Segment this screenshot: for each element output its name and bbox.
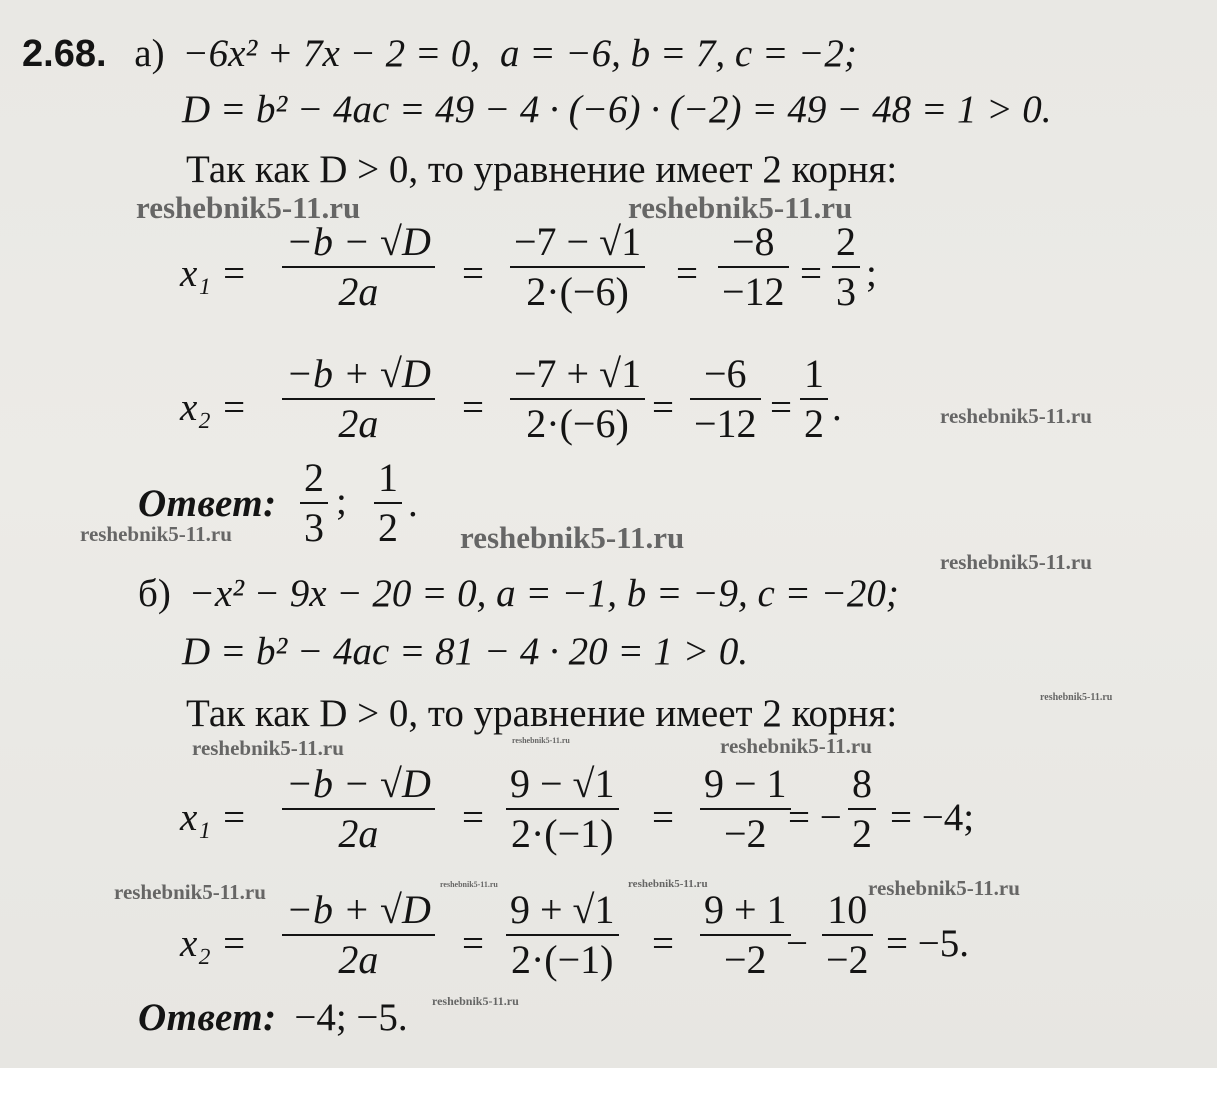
- part-b-x2-result: = −5.: [886, 922, 969, 965]
- equals-sign: =: [462, 796, 484, 839]
- part-b-x2-formula: −b + √D 2a: [282, 890, 435, 980]
- part-b-x1-result: = −4;: [890, 796, 975, 839]
- part-a-equation: −6x² + 7x − 2 = 0,: [182, 32, 481, 75]
- watermark: reshebnik5-11.ru: [80, 522, 232, 546]
- part-b-x1-fraction: 8 2: [848, 764, 876, 854]
- problem-line-a: [22, 32, 857, 76]
- watermark: reshebnik5-11.ru: [440, 880, 498, 889]
- part-a-x2-label: x₂ =: [180, 386, 247, 429]
- watermark: reshebnik5-11.ru: [136, 190, 361, 225]
- watermark: reshebnik5-11.ru: [940, 404, 1092, 428]
- part-b-x1-simplified: 9 − 1 −2: [700, 764, 791, 854]
- part-b-x2-simplified: 9 + 1 −2: [700, 890, 791, 980]
- part-a-x2-result: 1 2: [800, 354, 828, 444]
- part-a-coefficients: a = −6, b = 7, c = −2;: [499, 32, 857, 75]
- part-b-answer-label: Ответ:: [138, 996, 277, 1039]
- part-a-x1-simplified: −8 −12: [718, 222, 789, 312]
- part-a-label: а): [134, 32, 165, 75]
- equals-sign: =: [652, 386, 674, 429]
- watermark: reshebnik5-11.ru: [940, 550, 1092, 574]
- problem-line-b: [138, 572, 899, 616]
- part-b-since-text: Так как D > 0, то уравнение имеет 2 корня:: [186, 692, 898, 735]
- part-a-x1-result: 2 3: [832, 222, 860, 312]
- equals-sign: =: [462, 386, 484, 429]
- equals-sign: =: [800, 252, 822, 295]
- part-a-x1-formula: −b − √D 2a: [282, 222, 435, 312]
- part-a-x1-label: x₁ =: [180, 252, 247, 295]
- equals-sign: = −: [788, 796, 842, 839]
- equals-sign: =: [652, 796, 674, 839]
- part-b-x1-substitution: 9 − √1 2·(−1): [506, 764, 619, 854]
- watermark: reshebnik5-11.ru: [432, 994, 519, 1008]
- watermark: reshebnik5-11.ru: [720, 734, 872, 758]
- watermark: reshebnik5-11.ru: [192, 736, 344, 760]
- watermark: reshebnik5-11.ru: [628, 878, 708, 890]
- part-a-x1-substitution: −7 − √1 2·(−6): [510, 222, 645, 312]
- watermark: reshebnik5-11.ru: [460, 520, 685, 555]
- watermark: reshebnik5-11.ru: [114, 880, 266, 904]
- part-b-label: б): [138, 572, 171, 615]
- problem-number: 2.68.: [22, 33, 107, 75]
- part-b-answer-value: −4; −5.: [294, 996, 408, 1039]
- part-b-answer: [138, 996, 408, 1040]
- part-b-x1-label: x₁ =: [180, 796, 247, 839]
- watermark: reshebnik5-11.ru: [1040, 692, 1113, 703]
- part-a-x2-substitution: −7 + √1 2·(−6): [510, 354, 645, 444]
- part-a-x2-formula: −b + √D 2a: [282, 354, 435, 444]
- part-a-answer-root1: 2 3: [300, 458, 328, 548]
- part-a-answer-root2: 1 2: [374, 458, 402, 548]
- part-b-x2-label: x₂ =: [180, 922, 247, 965]
- part-b-equation: −x² − 9x − 20 = 0, a = −1, b = −9, c = −20;: [188, 572, 899, 615]
- watermark: reshebnik5-11.ru: [628, 190, 853, 225]
- punctuation: .: [832, 386, 842, 429]
- part-b-discriminant: D = b² − 4ac = 81 − 4 · 20 = 1 > 0.: [182, 630, 749, 673]
- watermark: reshebnik5-11.ru: [868, 876, 1020, 900]
- equals-sign: =: [462, 252, 484, 295]
- part-a-x2-simplified: −6 −12: [690, 354, 761, 444]
- part-b-x1-formula: −b − √D 2a: [282, 764, 435, 854]
- equals-sign: =: [462, 922, 484, 965]
- watermark: reshebnik5-11.ru: [512, 736, 570, 745]
- part-b-x2-substitution: 9 + √1 2·(−1): [506, 890, 619, 980]
- equals-sign: =: [676, 252, 698, 295]
- punctuation: .: [408, 482, 418, 525]
- minus-sign: −: [786, 922, 808, 965]
- equals-sign: =: [652, 922, 674, 965]
- part-b-x2-fraction: 10 −2: [822, 890, 873, 980]
- part-a-discriminant: D = b² − 4ac = 49 − 4 · (−6) · (−2) = 49 − 48 = 1 > 0.: [182, 88, 1052, 131]
- bottom-margin: [0, 1068, 1217, 1100]
- part-a-answer-label: Ответ:: [138, 482, 277, 525]
- equals-sign: =: [770, 386, 792, 429]
- punctuation: ;: [336, 480, 347, 523]
- part-a-since-text: Так как D > 0, то уравнение имеет 2 корня:: [186, 148, 898, 191]
- punctuation: ;: [866, 252, 877, 295]
